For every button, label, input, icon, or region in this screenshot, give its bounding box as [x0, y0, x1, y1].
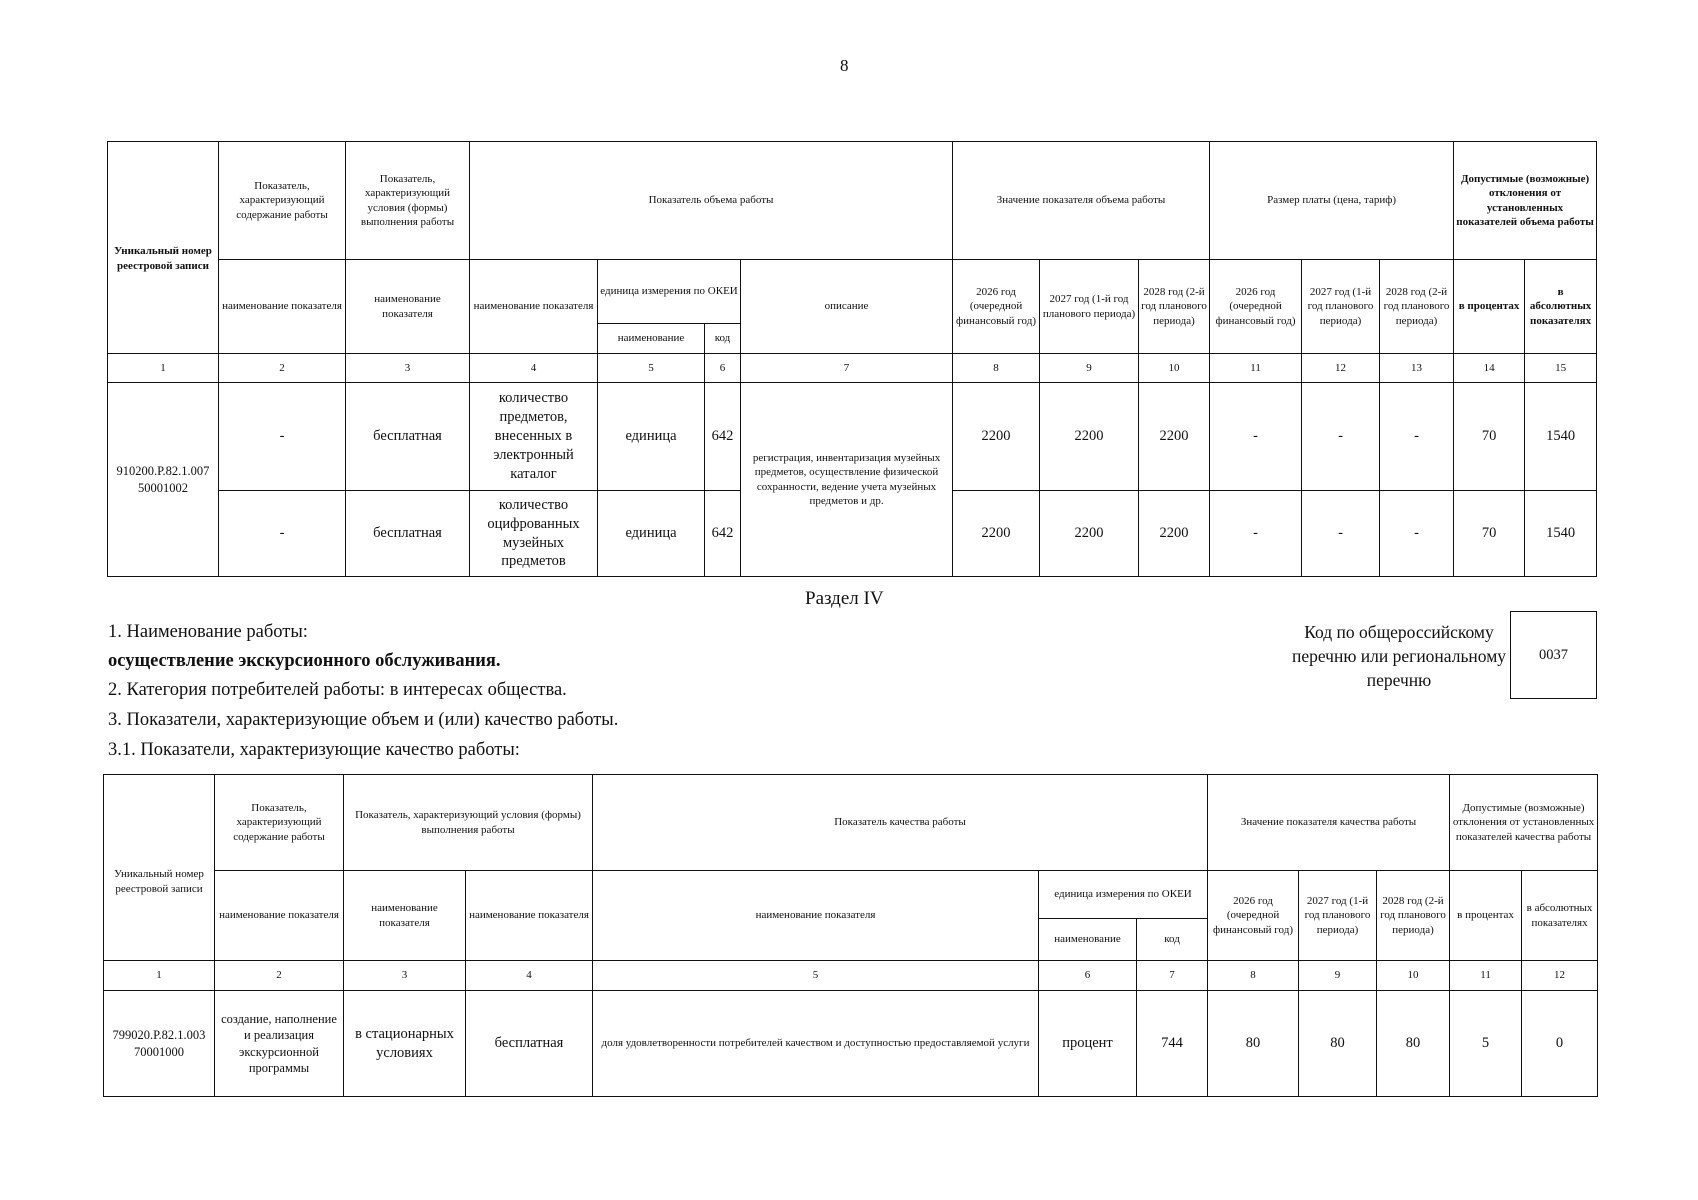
- column-number: 3: [344, 961, 466, 991]
- deviation-absolute: 0: [1522, 991, 1598, 1097]
- header-content-name: наименование показателя: [219, 260, 346, 354]
- value-2027: 80: [1299, 991, 1377, 1097]
- unit-name: единица: [598, 383, 705, 491]
- header-unit: единица измерения по ОКЕИ: [598, 260, 741, 324]
- header-deviation: Допустимые (возможные) отклонения от установленных показателей качества работы: [1450, 775, 1598, 871]
- fee-2027: -: [1302, 491, 1380, 577]
- column-number: 6: [705, 354, 741, 383]
- header-unique-number: Уникальный номер реестровой записи: [104, 775, 215, 961]
- column-number: 14: [1454, 354, 1525, 383]
- unit-name: единица: [598, 491, 705, 577]
- page-number: 8: [840, 56, 849, 75]
- column-number: 1: [108, 354, 219, 383]
- column-number: 8: [1208, 961, 1299, 991]
- unit-code: 642: [705, 383, 741, 491]
- work-name-label: 1. Наименование работы:: [108, 622, 308, 642]
- header-vol-year-2026: 2026 год (очередной финансовый год): [953, 260, 1040, 354]
- header-absolute: в абсолютных показателях: [1522, 871, 1598, 961]
- work-name-value: осуществление экскурсионного обслуживания.: [108, 651, 501, 671]
- column-number: 5: [598, 354, 705, 383]
- condition-value-2: бесплатная: [466, 991, 593, 1097]
- header-year-2027: 2027 год (1-й год планового периода): [1299, 871, 1377, 961]
- fee-2026: -: [1210, 383, 1302, 491]
- column-number: 15: [1525, 354, 1597, 383]
- table-row: [108, 383, 1597, 491]
- deviation-percent: 5: [1450, 991, 1522, 1097]
- value-2028: 80: [1377, 991, 1450, 1097]
- header-deviation: Допустимые (возможные) отклонения от установленных показателей объема работы: [1454, 142, 1597, 260]
- value-2028: 2200: [1139, 491, 1210, 577]
- header-unit-name: наименование: [598, 324, 705, 354]
- deviation-percent: 70: [1454, 383, 1525, 491]
- column-number: 7: [741, 354, 953, 383]
- header-condition-name-1: наименование показателя: [344, 871, 466, 961]
- fee-2026: -: [1210, 491, 1302, 577]
- header-fee-year-2026: 2026 год (очередной финансовый год): [1210, 260, 1302, 354]
- value-2026: 2200: [953, 491, 1040, 577]
- indicator-name: количество оцифрованных музейных предметов: [470, 491, 598, 577]
- column-number: 9: [1299, 961, 1377, 991]
- header-quality-indicator: Показатель качества работы: [593, 775, 1208, 871]
- column-number: 12: [1522, 961, 1598, 991]
- condition-value-1: в стационарных условиях: [344, 991, 466, 1097]
- value-2027: 2200: [1040, 383, 1139, 491]
- header-percent: в процентах: [1450, 871, 1522, 961]
- section-title: Раздел IV: [805, 588, 884, 609]
- content-value: -: [219, 383, 346, 491]
- header-quality-value: Значение показателя качества работы: [1208, 775, 1450, 871]
- unit-code: 642: [705, 491, 741, 577]
- volume-table: [107, 141, 1597, 577]
- column-number: 11: [1450, 961, 1522, 991]
- header-condition-name: наименование показателя: [346, 260, 470, 354]
- fee-2028: -: [1380, 491, 1454, 577]
- header-volume-value: Значение показателя объема работы: [953, 142, 1210, 260]
- header-vol-year-2027: 2027 год (1-й год планового периода): [1040, 260, 1139, 354]
- fee-2028: -: [1380, 383, 1454, 491]
- column-number: 4: [470, 354, 598, 383]
- column-number: 10: [1139, 354, 1210, 383]
- column-number: 1: [104, 961, 215, 991]
- header-description: описание: [741, 260, 953, 354]
- value-2028: 2200: [1139, 383, 1210, 491]
- header-indicator-name: наименование показателя: [593, 871, 1039, 961]
- column-number: 12: [1302, 354, 1380, 383]
- column-number: 5: [593, 961, 1039, 991]
- content-value: создание, наполнение и реализация экскурсионной программы: [215, 991, 344, 1097]
- column-number: 6: [1039, 961, 1137, 991]
- column-number: 4: [466, 961, 593, 991]
- column-number: 2: [215, 961, 344, 991]
- registry-number: 799020.Р.82.1.003 70001000: [104, 991, 215, 1097]
- code-value: 0037: [1539, 646, 1568, 663]
- column-number: 10: [1377, 961, 1450, 991]
- header-fee: Размер платы (цена, тариф): [1210, 142, 1454, 260]
- unit-name: процент: [1039, 991, 1137, 1097]
- code-label: Код по общероссийскому перечню или региональному перечню: [1291, 622, 1507, 690]
- header-year-2026: 2026 год (очередной финансовый год): [1208, 871, 1299, 961]
- indicators-heading: 3. Показатели, характеризующие объем и (или) качество работы.: [108, 710, 619, 730]
- header-year-2028: 2028 год (2-й год планового периода): [1377, 871, 1450, 961]
- code-box: [1510, 611, 1597, 699]
- column-number: 9: [1040, 354, 1139, 383]
- work-description: регистрация, инвентаризация музейных предметов, осуществление физической сохранности, ведение учета музейных предметов и др.: [741, 383, 953, 577]
- header-content-indicator: Показатель, характеризующий содержание работы: [215, 775, 344, 871]
- header-unit-code: код: [705, 324, 741, 354]
- consumer-category: 2. Категория потребителей работы: в интересах общества.: [108, 680, 567, 700]
- header-condition-indicator: Показатель, характеризующий условия (формы) выполнения работы: [344, 775, 593, 871]
- value-2027: 2200: [1040, 491, 1139, 577]
- header-volume-name: наименование показателя: [470, 260, 598, 354]
- registry-number: 910200.Р.82.1.007 50001002: [108, 383, 219, 577]
- header-percent: в процентах: [1454, 260, 1525, 354]
- header-unit-name: наименование: [1039, 919, 1137, 961]
- header-fee-year-2027: 2027 год (1-й год планового периода): [1302, 260, 1380, 354]
- quality-indicators-heading: 3.1. Показатели, характеризующие качество работы:: [108, 740, 520, 760]
- header-fee-year-2028: 2028 год (2-й год планового периода): [1380, 260, 1454, 354]
- header-volume-indicator: Показатель объема работы: [470, 142, 953, 260]
- header-condition-indicator: Показатель, характеризующий условия (формы) выполнения работы: [346, 142, 470, 260]
- column-number: 13: [1380, 354, 1454, 383]
- column-number: 8: [953, 354, 1040, 383]
- header-content-indicator: Показатель, характеризующий содержание работы: [219, 142, 346, 260]
- content-value: -: [219, 491, 346, 577]
- header-condition-name-2: наименование показателя: [466, 871, 593, 961]
- column-number: 7: [1137, 961, 1208, 991]
- unit-code: 744: [1137, 991, 1208, 1097]
- header-absolute: в абсолютных показателях: [1525, 260, 1597, 354]
- condition-value: бесплатная: [346, 383, 470, 491]
- table-row: [104, 991, 1598, 1097]
- quality-table: [103, 774, 1598, 1097]
- header-unit-code: код: [1137, 919, 1208, 961]
- indicator-name: доля удовлетворенности потребителей качеством и доступностью предоставляемой услуги: [593, 991, 1039, 1097]
- deviation-absolute: 1540: [1525, 383, 1597, 491]
- column-number: 3: [346, 354, 470, 383]
- condition-value: бесплатная: [346, 491, 470, 577]
- deviation-absolute: 1540: [1525, 491, 1597, 577]
- indicator-name: количество предметов, внесенных в электронный каталог: [470, 383, 598, 491]
- column-number: 2: [219, 354, 346, 383]
- header-content-name: наименование показателя: [215, 871, 344, 961]
- header-unit: единица измерения по ОКЕИ: [1039, 871, 1208, 919]
- value-2026: 2200: [953, 383, 1040, 491]
- fee-2027: -: [1302, 383, 1380, 491]
- header-unique-number: Уникальный номер реестровой записи: [108, 142, 219, 354]
- value-2026: 80: [1208, 991, 1299, 1097]
- column-number: 11: [1210, 354, 1302, 383]
- deviation-percent: 70: [1454, 491, 1525, 577]
- header-vol-year-2028: 2028 год (2-й год планового периода): [1139, 260, 1210, 354]
